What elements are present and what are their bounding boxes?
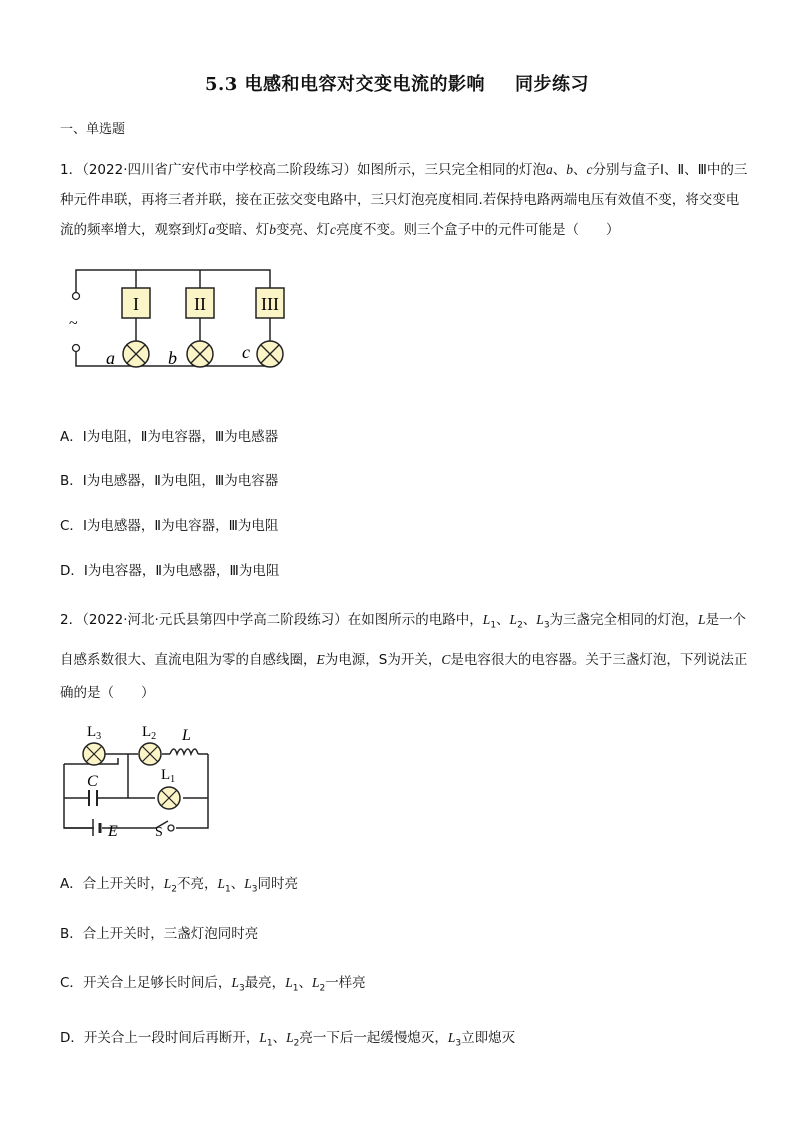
label-capacitor: C — [87, 773, 98, 790]
option-text: 合上开关时，三盏灯泡同时亮 — [82, 926, 259, 942]
lamp-l2-icon — [139, 743, 161, 765]
option-text: Ⅰ为电感器，Ⅱ为电容器，Ⅲ为电阻 — [82, 518, 279, 534]
option-text: 最亮， — [244, 975, 286, 991]
q2-sub: 3 — [238, 983, 245, 994]
q2-sub: 3 — [543, 620, 550, 631]
lamp-c-label: c — [242, 342, 250, 362]
label-coil: L — [182, 727, 191, 744]
lamp-b-label: b — [168, 348, 177, 368]
q2-var-L: L — [509, 612, 518, 627]
q2-var-L: L — [259, 1030, 267, 1045]
option-label: A． — [60, 429, 83, 445]
option-label: C． — [60, 518, 83, 534]
option-text: 亮一下后一起缓慢熄灭， — [299, 1030, 448, 1046]
q1-option-d[interactable] — [60, 559, 279, 579]
q2-var-L: L — [285, 975, 293, 990]
lamp-b-icon — [187, 341, 213, 367]
q2-option-c[interactable] — [60, 971, 366, 994]
q2-number: 2． — [60, 612, 83, 628]
option-text: Ⅰ为电感器，Ⅱ为电阻，Ⅲ为电容器 — [82, 473, 279, 489]
q2-stem-part: 是一个自感系数很大、直流电阻为零的自感线圈， — [60, 612, 747, 668]
q2-var-L: L — [698, 612, 706, 627]
q1-var-b: b — [566, 162, 573, 177]
label-l3: $L_3$ — [87, 724, 102, 742]
q2-var-L: L — [311, 975, 320, 990]
q2-sub: 2 — [171, 884, 177, 895]
option-text: 一样亮 — [325, 975, 366, 991]
capacitor-icon — [89, 790, 97, 806]
option-text: Ⅰ为电容器，Ⅱ为电感器，Ⅲ为电阻 — [83, 563, 280, 579]
q1-var-a: a — [546, 162, 553, 177]
q2-sep: 、 — [272, 1030, 287, 1046]
option-text: 不亮， — [177, 876, 218, 892]
option-label: B． — [60, 473, 83, 489]
lamp-c-icon — [257, 341, 283, 367]
label-l2: $L_2$ — [142, 724, 157, 742]
q1-option-b[interactable] — [60, 469, 278, 489]
q2-sub: 2 — [517, 620, 523, 631]
title-main: 5.3 电感和电容对交变电流的影响 — [204, 74, 486, 95]
q2-sub: 3 — [251, 884, 258, 895]
q1-option-a[interactable] — [60, 425, 278, 445]
q2-stem-part: 为三盏完全相同的灯泡， — [549, 612, 699, 628]
terminal-bottom-icon — [73, 345, 80, 352]
lamp-l1-icon — [158, 787, 180, 809]
q2-var-C: C — [441, 651, 451, 667]
q2-var-L: L — [482, 612, 491, 627]
q2-sub: 1 — [490, 620, 497, 631]
q2-sep: 、 — [230, 876, 245, 892]
q1-circuit-figure — [60, 258, 300, 378]
inductor-coil-icon — [170, 749, 198, 754]
option-text: 合上开关时， — [82, 876, 164, 892]
label-l1: $L_1$ — [161, 767, 176, 785]
option-label: D． — [60, 1030, 84, 1046]
option-text: 同时亮 — [257, 876, 298, 892]
q2-option-a[interactable] — [60, 872, 298, 895]
q2-stem-part: 是电容很大的电容器。关于三盏灯泡，下列说法正确的是（ ） — [60, 651, 748, 701]
lamp-a-icon — [123, 341, 149, 367]
lamp-l3-icon — [83, 743, 105, 765]
q2-sub: 2 — [319, 983, 326, 994]
q1-var-a: a — [208, 222, 216, 237]
q2-var-L: L — [286, 1030, 294, 1045]
q2-sub: 1 — [292, 983, 299, 994]
q2-sub: 1 — [266, 1038, 273, 1049]
q2-sub: 2 — [293, 1038, 300, 1049]
terminal-top-icon — [73, 293, 80, 300]
q2-circuit-figure — [58, 718, 218, 836]
q1-number: 1． — [60, 162, 83, 178]
title-sub: 同步练习 — [515, 74, 590, 95]
q2-sub: 3 — [455, 1038, 462, 1049]
ac-source-label: ~ — [69, 315, 78, 332]
q1-source: （2022·四川省广安代市中学校高二阶段练习） — [82, 162, 357, 178]
q2-stem-part: 在如图所示的电路中， — [347, 612, 483, 628]
label-switch: S — [155, 825, 163, 836]
q2-var-L: L — [536, 612, 544, 627]
battery-icon — [93, 819, 100, 836]
page-title — [0, 70, 794, 96]
q1-stem-part: 变暗、灯 — [215, 222, 270, 238]
q1-option-c[interactable] — [60, 514, 278, 534]
option-label: A． — [60, 876, 83, 892]
q1-sep: 、 — [552, 162, 567, 178]
q2-sep: 、 — [298, 975, 312, 991]
option-text: 开关合上足够长时间后， — [82, 975, 232, 991]
q2-var-E: E — [316, 651, 325, 667]
q1-var-c: c — [586, 162, 593, 177]
q2-var-L: L — [217, 876, 226, 891]
question-2-stem — [60, 603, 750, 710]
q2-var-L: L — [231, 975, 239, 990]
lamp-a-label: a — [106, 348, 115, 368]
q1-stem-part: 变亮、灯 — [276, 222, 330, 238]
q2-sep: 、 — [522, 612, 537, 628]
q1-stem-part: 如图所示，三只完全相同的灯泡 — [357, 162, 546, 178]
box-3-label: III — [261, 294, 279, 314]
q1-var-c: c — [330, 222, 336, 237]
q1-sep: 、 — [573, 162, 587, 178]
option-label: C． — [60, 975, 83, 991]
q2-var-L: L — [163, 876, 172, 891]
q1-stem-part: 分别与盒子Ⅰ、Ⅱ、Ⅲ中的三种元件串联，再将三者并联，接在正弦交变电路中，三只灯泡亮度相同.若保持电路两端电压有效值不变，将交变电流的频率增大，观察到灯 — [60, 162, 748, 238]
q2-sep: 、 — [496, 612, 510, 628]
box-2-label: II — [194, 294, 206, 314]
section-heading: 一、单选题 — [60, 122, 126, 137]
q1-var-b: b — [269, 222, 276, 237]
box-1-label: I — [133, 294, 139, 314]
question-1-stem — [60, 155, 750, 245]
option-label: D． — [60, 563, 84, 579]
option-label: B． — [60, 926, 83, 942]
q2-sub: 1 — [225, 884, 231, 895]
q2-source: （2022·河北·元氏县第四中学高二阶段练习） — [82, 612, 348, 628]
option-text: 立即熄灭 — [461, 1030, 516, 1046]
q2-var-L: L — [447, 1030, 456, 1045]
option-text: 开关合上一段时间后再断开， — [83, 1030, 260, 1046]
q2-option-b[interactable] — [60, 922, 258, 942]
q1-stem-part: 亮度不变。则三个盒子中的元件可能是（ ） — [336, 222, 620, 238]
option-text: Ⅰ为电阻，Ⅱ为电容器，Ⅲ为电感器 — [82, 429, 279, 445]
q2-option-d[interactable] — [60, 1026, 515, 1049]
label-battery: E — [108, 823, 118, 836]
q2-var-L: L — [244, 876, 252, 891]
q2-stem-part: 为电源，S为开关， — [324, 651, 442, 668]
